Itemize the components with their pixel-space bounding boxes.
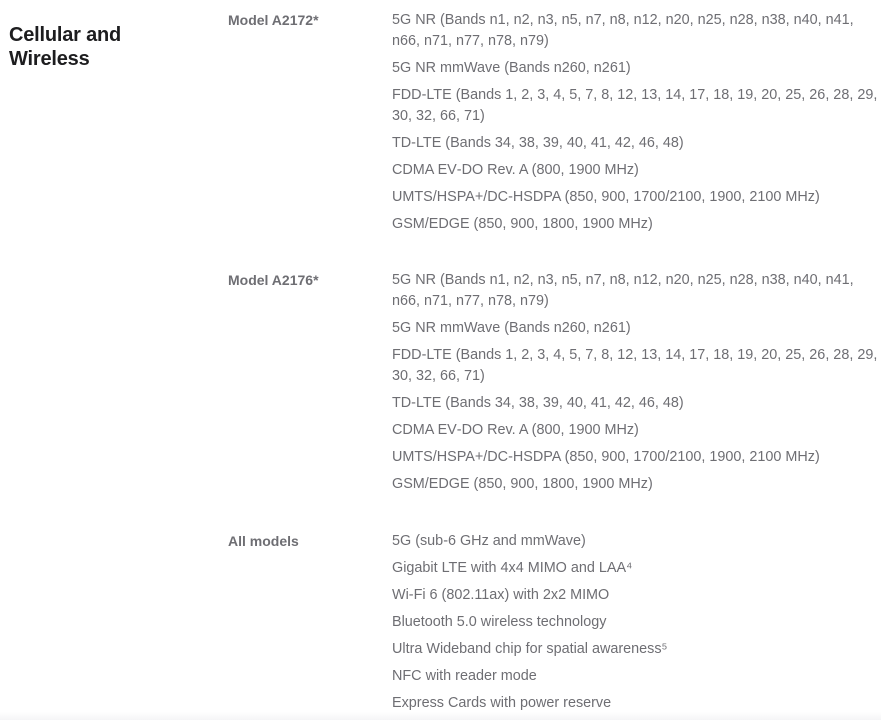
spec-item: FDD‑LTE (Bands 1, 2, 3, 4, 5, 7, 8, 12, 13, 14, 17, 18, 19, 20, 25, 26, 28, 29, 30, 32, 66, 71) (392, 87, 878, 124)
section-title: Cellular and Wireless (9, 23, 122, 70)
spec-item: Bluetooth 5.0 wireless technology (392, 614, 607, 630)
spec-list (392, 10, 878, 241)
spec-item: FDD‑LTE (Bands 1, 2, 3, 4, 5, 7, 8, 12, 13, 14, 17, 18, 19, 20, 25, 26, 28, 29, 30, 32, 66, 71) (392, 347, 878, 384)
spec-item: TD‑LTE (Bands 34, 38, 39, 40, 41, 42, 46, 48) (392, 395, 684, 411)
spec-item: Express Cards with power reserve (392, 695, 612, 711)
spec-item: CDMA EV‑DO Rev. A (800, 1900 MHz) (392, 162, 639, 178)
spec-item: 5G (sub‑6 GHz and mmWave) (392, 533, 586, 549)
spec-item: Wi‑Fi 6 (802.11ax) with 2x2 MIMO (392, 587, 610, 603)
spec-item: TD‑LTE (Bands 34, 38, 39, 40, 41, 42, 46, 48) (392, 135, 684, 151)
spec-item: NFC with reader mode (392, 668, 537, 684)
spec-item: GSM/EDGE (850, 900, 1800, 1900 MHz) (392, 216, 653, 232)
spec-item: UMTS/HSPA+/DC‑HSDPA (850, 900, 1700/2100, 1900, 2100 MHz) (392, 189, 820, 205)
bottom-fade (0, 712, 881, 720)
spec-item: Ultra Wideband chip for spatial awareness⁵ (392, 641, 668, 657)
spec-item: GSM/EDGE (850, 900, 1800, 1900 MHz) (392, 476, 653, 492)
spec-item: Gigabit LTE with 4x4 MIMO and LAA⁴ (392, 560, 633, 576)
spec-item: 5G NR mmWave (Bands n260, n261) (392, 60, 631, 76)
group-label: All models (228, 533, 299, 549)
spec-item: UMTS/HSPA+/DC‑HSDPA (850, 900, 1700/2100, 1900, 2100 MHz) (392, 449, 820, 465)
spec-item: 5G NR (Bands n1, n2, n3, n5, n7, n8, n12, n20, n25, n28, n38, n40, n41, n66, n71, n77, n78, n79) (392, 12, 854, 49)
spec-list (392, 531, 878, 720)
spec-item: 5G NR mmWave (Bands n260, n261) (392, 320, 631, 336)
spec-item: 5G NR (Bands n1, n2, n3, n5, n7, n8, n12, n20, n25, n28, n38, n40, n41, n66, n71, n77, n78, n79) (392, 272, 854, 309)
group-label: Model A2172* (228, 12, 319, 28)
group-label: Model A2176* (228, 272, 319, 288)
spec-item: CDMA EV‑DO Rev. A (800, 1900 MHz) (392, 422, 639, 438)
spec-list (392, 270, 878, 501)
